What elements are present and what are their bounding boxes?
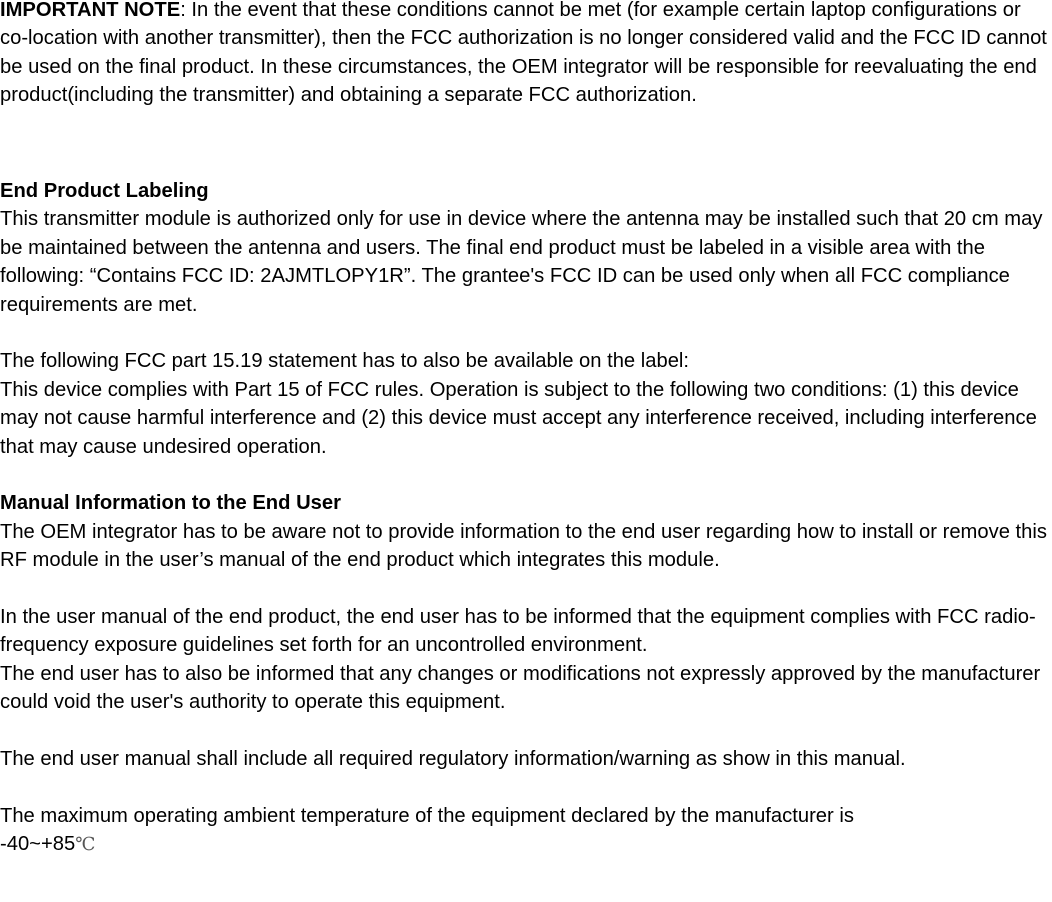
- temperature-range: -40~+85: [0, 833, 76, 856]
- spacer: [0, 717, 1052, 745]
- end-product-labeling-body: This transmitter module is authorized only for use in device where the antenna may be installed such that 20 cm may be maintained between the antenna and users. The final end product must be labeled in a visible area with the following: “Contains FCC ID: 2AJMTLOPY1R”. The grantee's FCC ID can be used only when all FCC compliance requirements are met.: [0, 208, 1043, 316]
- fcc-part15-statement: This device complies with Part 15 of FCC rules. Operation is subject to the following two conditions: (1) this device may not cause harmful interference and (2) this device must accept any interference received, including interference that may cause undesired operation.: [0, 378, 1037, 458]
- end-product-labeling-heading: End Product Labeling: [0, 180, 209, 203]
- rf-exposure-paragraph: In the user manual of the end product, the end user has to be informed that the equipment complies with FCC radio-frequency exposure guidelines set forth for an uncontrolled environment.: [0, 606, 1036, 657]
- modifications-paragraph: The end user has to also be informed that any changes or modifications not expressly approved by the manufacturer could void the user's authority to operate this equipment.: [0, 662, 1041, 714]
- regulatory-paragraph: The end user manual shall include all required regulatory information/warning as show in this manual.: [0, 748, 906, 771]
- temperature-line: [0, 830, 1052, 859]
- spacer: [0, 773, 1052, 801]
- important-note-text: : In the event that these conditions cannot be met (for example certain laptop configurations or co-location with another transmitter), then the FCC authorization is no longer considered valid and the FCC ID cannot be used on the final product. In these circumstances, the OEM integrator will be responsible for reevaluating the end product(including the transmitter) and obtaining a separate FCC authorization.: [0, 0, 1047, 107]
- manual-information-body: The OEM integrator has to be aware not to provide information to the end user regarding how to install or remove this RF module in the user’s manual of the end product which integrates this module.: [0, 520, 1047, 572]
- spacer: [0, 575, 1052, 603]
- spacer: [0, 461, 1052, 489]
- temperature-intro: The maximum operating ambient temperature of the equipment declared by the manufacturer is: [0, 804, 854, 827]
- fcc-statement-intro: The following FCC part 15.19 statement has to also be available on the label:: [0, 350, 690, 373]
- spacer: [0, 110, 1052, 149]
- spacer: [0, 149, 1052, 177]
- important-note-label: IMPORTANT NOTE: [0, 0, 181, 21]
- spacer: [0, 319, 1052, 347]
- important-note-paragraph: [0, 0, 1052, 110]
- celsius-symbol: ℃: [75, 834, 96, 856]
- manual-information-heading: Manual Information to the End User: [0, 492, 341, 515]
